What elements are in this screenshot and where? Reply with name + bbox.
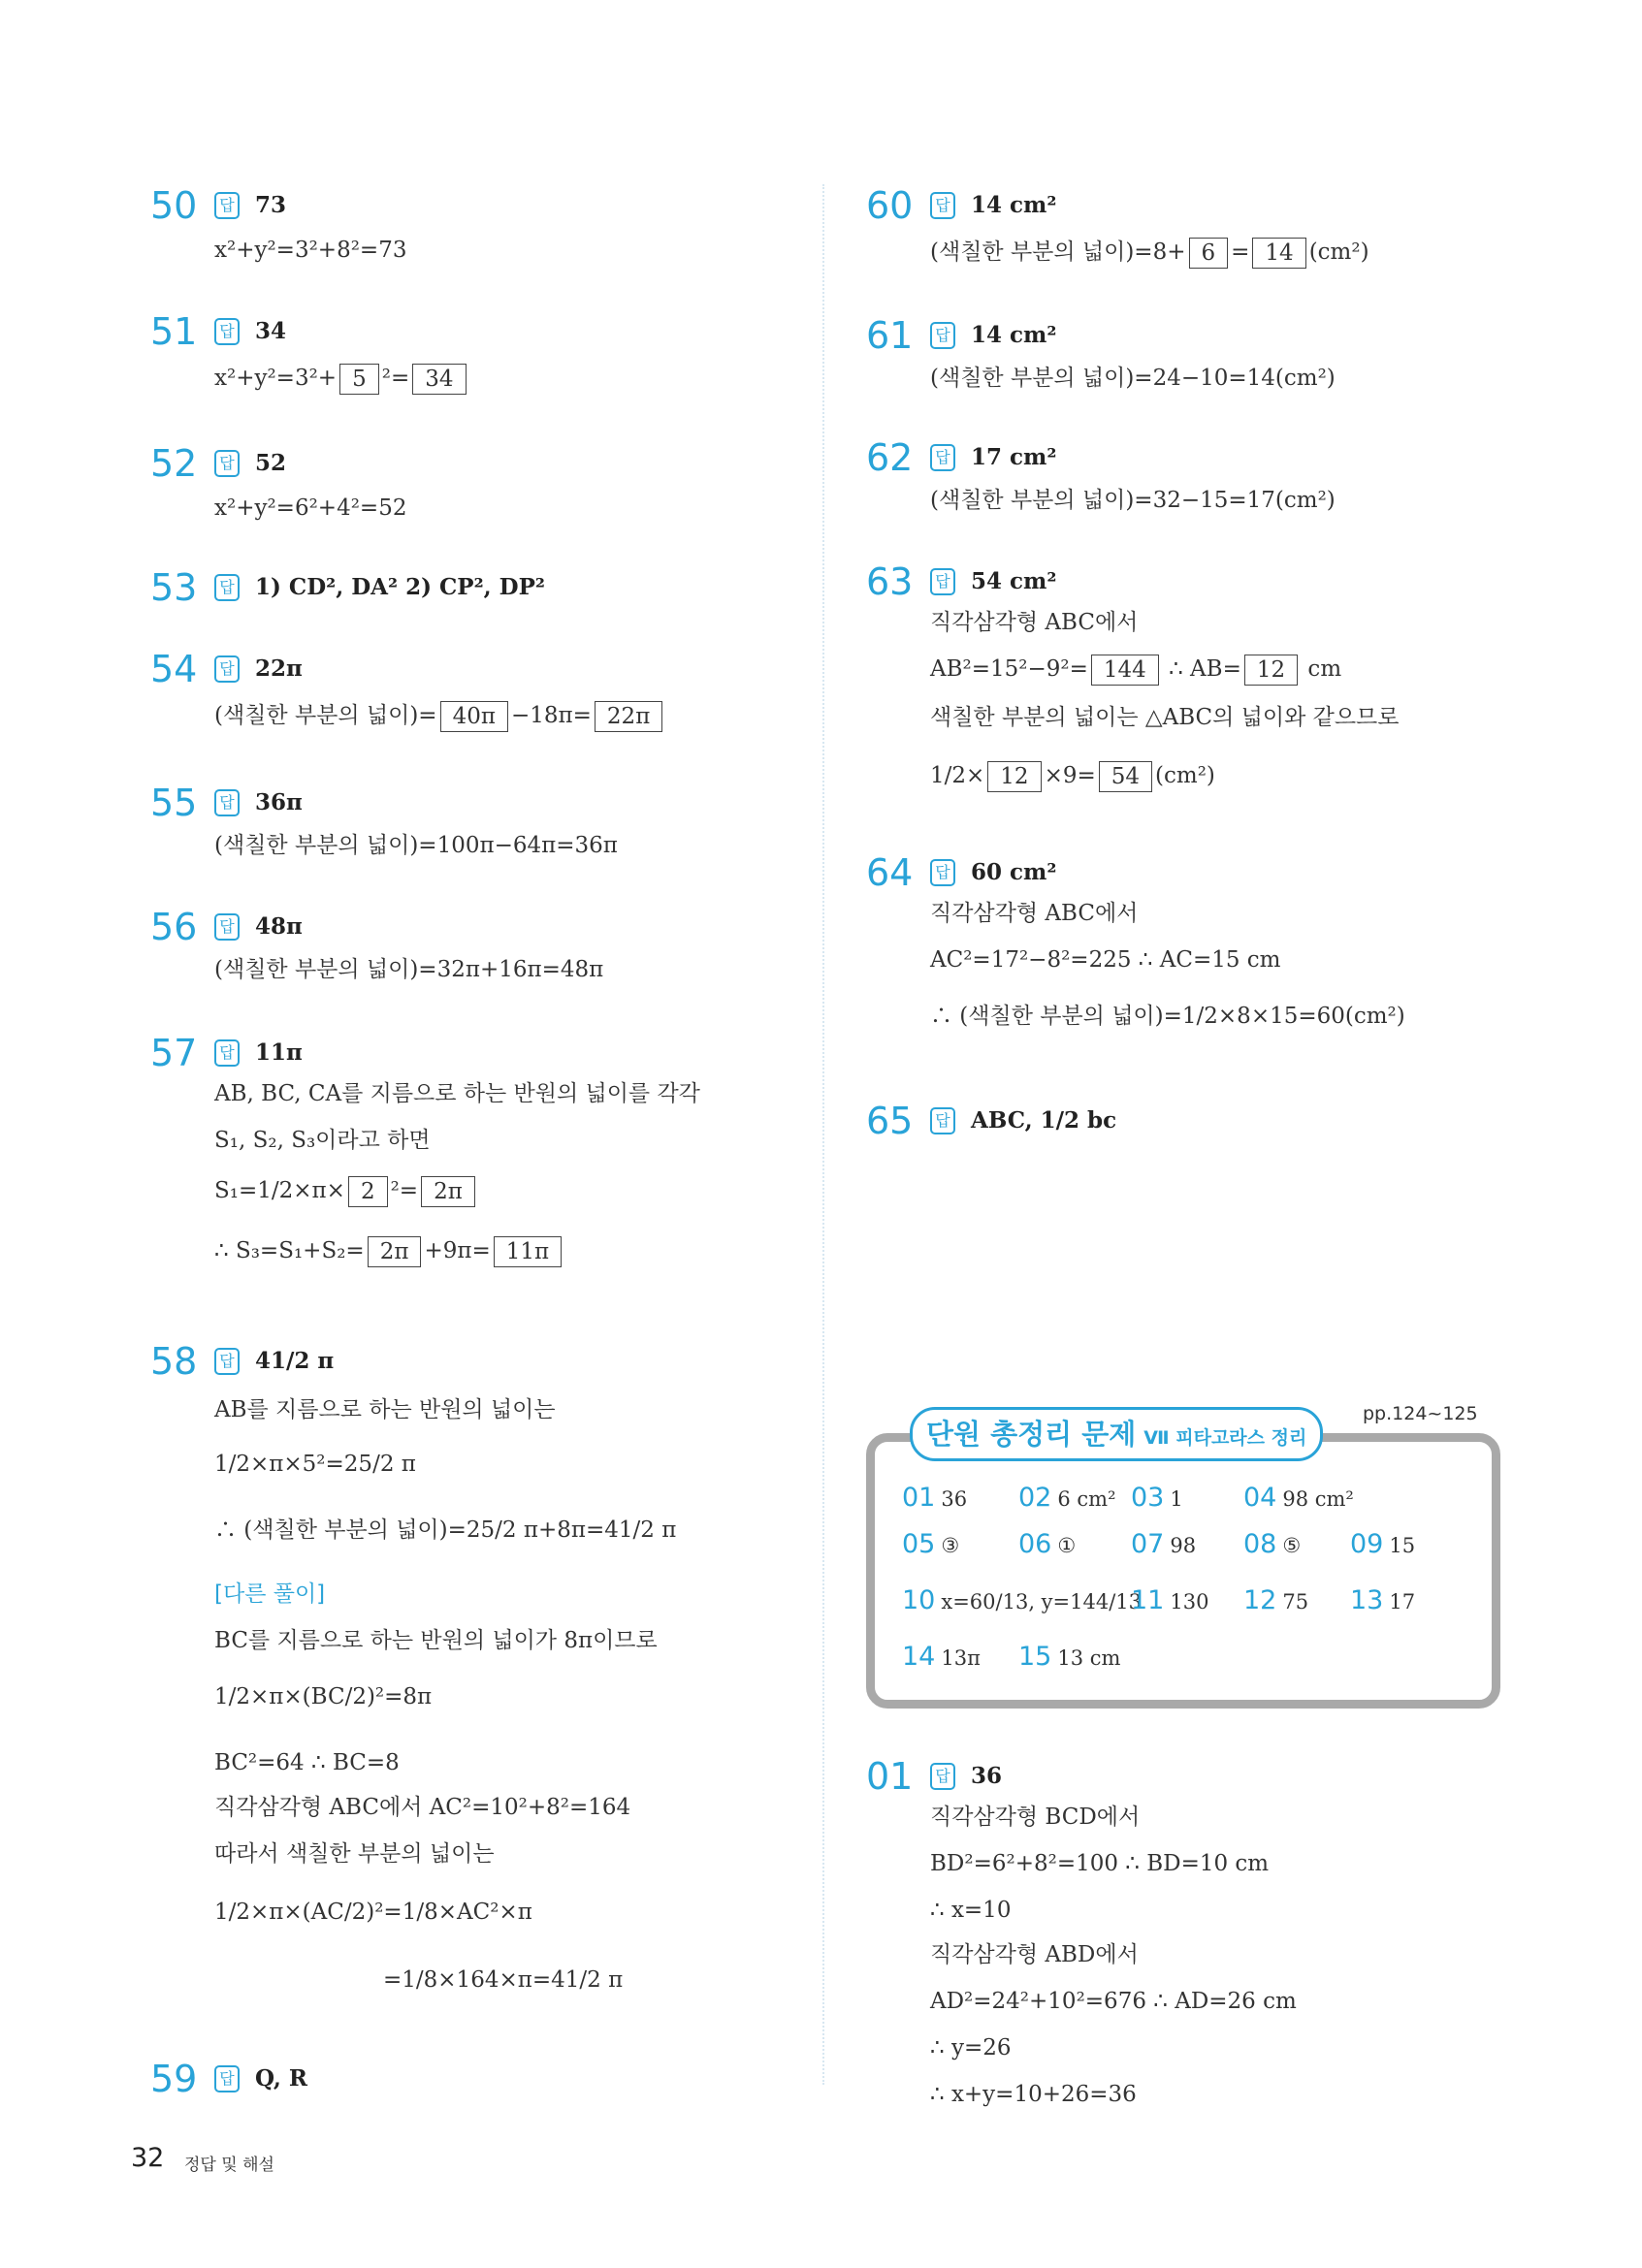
problem-number: 57 — [150, 1032, 198, 1074]
summary-tab — [910, 1407, 1323, 1461]
solution-line — [214, 1235, 564, 1267]
answer: 22π — [255, 655, 303, 682]
blank-box: 22π — [595, 701, 662, 732]
answer-badge: 답 — [214, 450, 240, 477]
answer-badge: 답 — [930, 1763, 955, 1790]
solution-line — [930, 654, 1341, 686]
column-divider — [822, 184, 824, 2085]
problem-number: 62 — [866, 436, 914, 479]
solution-line — [930, 237, 1369, 269]
answer-badge: 답 — [214, 318, 240, 345]
solution-line: (색칠한 부분의 넓이)=24−10=14(cm²) — [930, 366, 1336, 391]
blank-box: 54 — [1099, 761, 1152, 792]
solution-line: ∴ (색칠한 부분의 넓이)=1/2×8×15=60(cm²) — [930, 1004, 1405, 1029]
answer-badge: 답 — [214, 2065, 240, 2092]
summary-box — [866, 1418, 1500, 1709]
footer-label: 정답 및 해설 — [184, 2156, 274, 2175]
text: (cm²) — [1155, 763, 1215, 788]
text: 1/2× — [930, 763, 985, 788]
summary-item: 07 98 — [1131, 1529, 1197, 1559]
answer: 73 — [255, 192, 287, 218]
text: AB²=15²−9²= — [930, 656, 1088, 682]
text: ∴ AB= — [1161, 656, 1241, 682]
answer-badge: 답 — [214, 1039, 240, 1067]
solution-line: 색칠한 부분의 넓이는 △ABC의 넓이와 같으므로 — [930, 705, 1400, 730]
blank-box: 144 — [1091, 655, 1159, 686]
answer: 11π — [255, 1039, 303, 1066]
solution-line: 직각삼각형 ABC에서 — [930, 901, 1139, 926]
solution-line: 1/2×π×(BC/2)²=8π — [214, 1684, 433, 1709]
solution-line — [214, 700, 665, 732]
answer: 14 cm² — [971, 192, 1057, 218]
problem-number: 52 — [150, 442, 198, 485]
answer: 41/2 π — [255, 1348, 335, 1374]
summary-item: 14 13π — [902, 1642, 981, 1672]
answer-badge: 답 — [214, 789, 240, 816]
answer: 54 cm² — [971, 568, 1057, 594]
page-number: 32 — [131, 2143, 165, 2173]
solution-line — [214, 1175, 478, 1207]
summary-item: 03 1 — [1131, 1483, 1183, 1513]
blank-box: 2π — [421, 1176, 475, 1207]
answer-badge: 답 — [930, 1107, 955, 1134]
solution-line: x²+y²=3²+8²=73 — [214, 238, 407, 263]
summary-item: 05 ③ — [902, 1529, 960, 1559]
problem-number: 56 — [150, 906, 198, 948]
answer-badge: 답 — [214, 1348, 240, 1375]
problem-number: 54 — [150, 648, 198, 690]
solution-line: S₁, S₂, S₃이라고 하면 — [214, 1128, 431, 1153]
solution-line: BC를 지름으로 하는 반원의 넓이가 8π이므로 — [214, 1628, 658, 1653]
blank-box: 2 — [348, 1176, 388, 1207]
problem-number: 55 — [150, 782, 198, 824]
text: S₁=1/2×π× — [214, 1178, 345, 1203]
answer-badge: 답 — [930, 444, 955, 471]
solution-line: x²+y²=6²+4²=52 — [214, 495, 407, 521]
solution-line: 직각삼각형 ABC에서 — [930, 610, 1139, 635]
summary-item: 13 17 — [1350, 1585, 1416, 1615]
answer-badge: 답 — [214, 913, 240, 941]
summary-unit: Ⅶ 피타고라스 정리 — [1143, 1427, 1307, 1449]
solution-line: (색칠한 부분의 넓이)=32−15=17(cm²) — [930, 488, 1336, 513]
summary-item: 06 ① — [1018, 1529, 1077, 1559]
problem-number: 63 — [866, 560, 914, 603]
blank-box: 34 — [412, 364, 466, 395]
answer: 36π — [255, 789, 303, 815]
blank-box: 5 — [339, 364, 379, 395]
summary-item: 04 98 cm² — [1243, 1483, 1354, 1513]
alt-solution-label: [다른 풀이] — [214, 1581, 326, 1607]
solution-line: AB, BC, CA를 지름으로 하는 반원의 넓이를 각각 — [214, 1081, 700, 1106]
answer: 34 — [255, 318, 287, 344]
answer-badge: 답 — [214, 574, 240, 601]
blank-box: 40π — [440, 701, 508, 732]
problem-number: 59 — [150, 2058, 198, 2100]
solution-line — [214, 363, 469, 395]
summary-item: 09 15 — [1350, 1529, 1416, 1559]
text: (cm²) — [1308, 240, 1369, 265]
answer: ABC, 1/2 bc — [971, 1107, 1117, 1134]
answer-badge: 답 — [214, 655, 240, 683]
answer: 1) CD², DA² 2) CP², DP² — [255, 574, 545, 600]
summary-item: 08 ⑤ — [1243, 1529, 1302, 1559]
text: cm — [1301, 656, 1342, 682]
answer-badge: 답 — [930, 322, 955, 349]
solution-line: 직각삼각형 BCD에서 — [930, 1805, 1141, 1830]
blank-box: 2π — [368, 1236, 422, 1267]
text: +9π= — [424, 1238, 491, 1263]
answer: Q, R — [255, 2065, 308, 2092]
solution-line: ∴ x+y=10+26=36 — [930, 2082, 1137, 2107]
answer-badge: 답 — [214, 192, 240, 219]
summary-item: 01 36 — [902, 1483, 968, 1513]
solution-line — [930, 760, 1215, 792]
problem-number: 01 — [866, 1755, 914, 1798]
solution-line: =1/8×164×π=41/2 π — [383, 1967, 624, 1993]
text: = — [1231, 240, 1250, 265]
solution-line: (색칠한 부분의 넓이)=100π−64π=36π — [214, 833, 618, 858]
solution-line: 따라서 색칠한 부분의 넓이는 — [214, 1841, 495, 1867]
summary-item: 12 75 — [1243, 1585, 1309, 1615]
solution-line: (색칠한 부분의 넓이)=32π+16π=48π — [214, 957, 604, 982]
answer-badge: 답 — [930, 192, 955, 219]
problem-number: 61 — [866, 314, 914, 357]
page-range: pp.124~125 — [1363, 1403, 1478, 1424]
summary-item: 11 130 — [1131, 1585, 1209, 1615]
text: ²= — [381, 366, 410, 391]
answer: 60 cm² — [971, 859, 1057, 885]
blank-box: 12 — [1244, 655, 1298, 686]
problem-number: 50 — [150, 184, 198, 227]
solution-line: ∴ x=10 — [930, 1898, 1012, 1923]
summary-item: 10 x=60/13, y=144/13 — [902, 1585, 1143, 1615]
solution-line: 1/2×π×5²=25/2 π — [214, 1452, 416, 1477]
problem-number: 64 — [866, 851, 914, 894]
problem-number: 65 — [866, 1100, 914, 1142]
answer: 36 — [971, 1763, 1003, 1789]
problem-number: 58 — [150, 1340, 198, 1383]
solution-line: AB를 지름으로 하는 반원의 넓이는 — [214, 1397, 556, 1422]
text: x²+y²=3²+ — [214, 366, 338, 391]
summary-item: 15 13 cm — [1018, 1642, 1121, 1672]
blank-box: 11π — [494, 1236, 562, 1267]
solution-line: 직각삼각형 ABC에서 AC²=10²+8²=164 — [214, 1795, 631, 1820]
text: ²= — [390, 1178, 419, 1203]
answer: 52 — [255, 450, 287, 476]
blank-box: 14 — [1252, 238, 1305, 269]
text: ×9= — [1044, 763, 1096, 788]
problem-number: 53 — [150, 566, 198, 609]
summary-item: 02 6 cm² — [1018, 1483, 1116, 1513]
text: −18π= — [510, 703, 592, 728]
answer: 14 cm² — [971, 322, 1057, 348]
solution-line: AD²=24²+10²=676 ∴ AD=26 cm — [930, 1989, 1297, 2014]
solution-line: 1/2×π×(AC/2)²=1/8×AC²×π — [214, 1900, 532, 1925]
solution-line: AC²=17²−8²=225 ∴ AC=15 cm — [930, 947, 1281, 973]
answer: 17 cm² — [971, 444, 1057, 470]
blank-box: 6 — [1189, 238, 1229, 269]
problem-number: 60 — [866, 184, 914, 227]
text: (색칠한 부분의 넓이)=8+ — [930, 240, 1186, 265]
solution-line: ∴ (색칠한 부분의 넓이)=25/2 π+8π=41/2 π — [214, 1517, 677, 1543]
solution-line: ∴ y=26 — [930, 2035, 1012, 2060]
blank-box: 12 — [987, 761, 1041, 792]
solution-line: 직각삼각형 ABD에서 — [930, 1942, 1139, 1967]
answer: 48π — [255, 913, 303, 940]
answer-badge: 답 — [930, 859, 955, 886]
summary-title: 단원 총정리 문제 — [926, 1418, 1137, 1451]
text: ∴ S₃=S₁+S₂= — [214, 1238, 365, 1263]
answer-badge: 답 — [930, 568, 955, 595]
text: (색칠한 부분의 넓이)= — [214, 703, 437, 728]
solution-line: BD²=6²+8²=100 ∴ BD=10 cm — [930, 1851, 1270, 1876]
problem-number: 51 — [150, 310, 198, 353]
solution-line: BC²=64 ∴ BC=8 — [214, 1750, 400, 1775]
